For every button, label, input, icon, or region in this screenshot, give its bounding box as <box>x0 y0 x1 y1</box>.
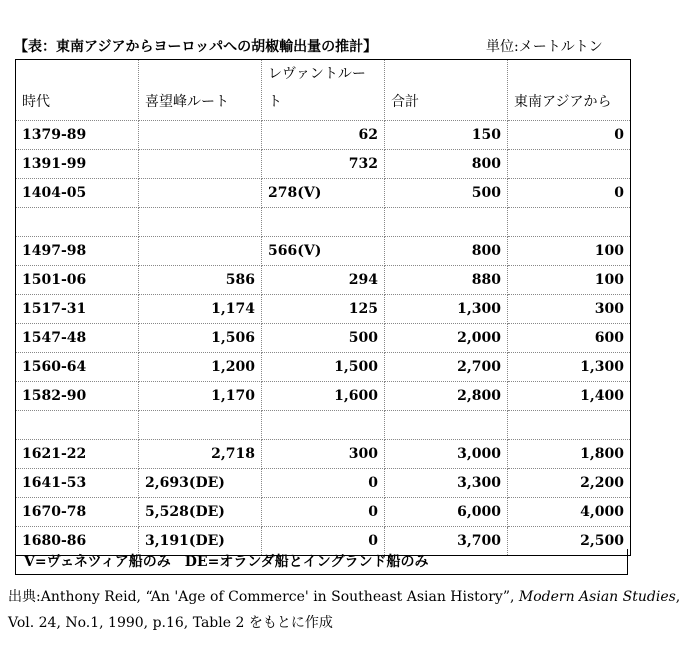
source-suffix: , Vol. 24, No.1, 1990, p.16, Table 2 をもとに作成 <box>8 589 681 631</box>
cell-levant-route: 125 <box>262 295 385 324</box>
cell-levant-route: 1,500 <box>262 353 385 382</box>
cell-levant-route: 1,600 <box>262 382 385 411</box>
cell-total: 3,700 <box>385 527 508 556</box>
source-citation <box>8 584 688 636</box>
table-row <box>16 179 631 208</box>
cell-cape-route <box>139 208 262 237</box>
cell-from-southeast-asia: 1,800 <box>508 440 631 469</box>
header-from-southeast-asia: 東南アジアから <box>508 60 631 121</box>
cell-total: 3,000 <box>385 440 508 469</box>
header-period: 時代 <box>16 60 139 121</box>
table-footnote: V=ヴェネツィア船のみ DE=オランダ船とイングランド船のみ <box>15 549 628 575</box>
cell-from-southeast-asia: 2,200 <box>508 469 631 498</box>
cell-period: 1517-31 <box>16 295 139 324</box>
cell-cape-route <box>139 179 262 208</box>
table-title: 【表：東南アジアからヨーロッパへの胡椒輸出量の推計】 <box>14 39 378 55</box>
cell-total: 2,800 <box>385 382 508 411</box>
cell-total: 2,000 <box>385 324 508 353</box>
cell-period: 1379-89 <box>16 121 139 150</box>
cell-from-southeast-asia <box>508 150 631 179</box>
cell-from-southeast-asia: 600 <box>508 324 631 353</box>
cell-levant-route: 0 <box>262 469 385 498</box>
table-row <box>16 353 631 382</box>
cell-total <box>385 411 508 440</box>
cell-levant-route: 0 <box>262 527 385 556</box>
table-row <box>16 411 631 440</box>
cell-total: 2,700 <box>385 353 508 382</box>
cell-from-southeast-asia: 300 <box>508 295 631 324</box>
table-row <box>16 440 631 469</box>
cell-total: 800 <box>385 150 508 179</box>
unit-label: 単位:メートルトン <box>486 39 603 55</box>
cell-cape-route: 1,170 <box>139 382 262 411</box>
cell-cape-route <box>139 121 262 150</box>
cell-cape-route: 586 <box>139 266 262 295</box>
cell-cape-route: 2,718 <box>139 440 262 469</box>
cell-levant-route <box>262 208 385 237</box>
cell-period: 1560-64 <box>16 353 139 382</box>
cell-from-southeast-asia: 2,500 <box>508 527 631 556</box>
source-prefix: 出典:Anthony Reid, “An 'Age of Commerce' in Southeast Asian History”, <box>8 589 519 605</box>
table-row <box>16 295 631 324</box>
header-total: 合計 <box>385 60 508 121</box>
pepper-export-table <box>15 59 631 556</box>
cell-levant-route: 566(V) <box>262 237 385 266</box>
cell-period: 1391-99 <box>16 150 139 179</box>
cell-from-southeast-asia: 4,000 <box>508 498 631 527</box>
cell-levant-route: 732 <box>262 150 385 179</box>
source-journal: Modern Asian Studies <box>518 589 676 605</box>
cell-period: 1621-22 <box>16 440 139 469</box>
cell-total: 1,300 <box>385 295 508 324</box>
cell-period <box>16 411 139 440</box>
cell-period: 1497-98 <box>16 237 139 266</box>
cell-total <box>385 208 508 237</box>
cell-levant-route: 278(V) <box>262 179 385 208</box>
cell-period: 1547-48 <box>16 324 139 353</box>
table-row <box>16 469 631 498</box>
cell-cape-route: 2,693(DE) <box>139 469 262 498</box>
cell-period: 1501-06 <box>16 266 139 295</box>
table-row <box>16 498 631 527</box>
table-row <box>16 324 631 353</box>
table-row <box>16 382 631 411</box>
cell-cape-route: 1,174 <box>139 295 262 324</box>
cell-total: 800 <box>385 237 508 266</box>
cell-cape-route: 1,200 <box>139 353 262 382</box>
cell-levant-route: 62 <box>262 121 385 150</box>
cell-levant-route: 294 <box>262 266 385 295</box>
cell-cape-route <box>139 411 262 440</box>
cell-levant-route: 300 <box>262 440 385 469</box>
cell-total: 880 <box>385 266 508 295</box>
cell-cape-route <box>139 237 262 266</box>
cell-from-southeast-asia: 100 <box>508 266 631 295</box>
cell-from-southeast-asia <box>508 208 631 237</box>
cell-period: 1670-78 <box>16 498 139 527</box>
cell-period: 1404-05 <box>16 179 139 208</box>
cell-cape-route <box>139 150 262 179</box>
cell-cape-route: 5,528(DE) <box>139 498 262 527</box>
cell-total: 6,000 <box>385 498 508 527</box>
header-levant-route: レヴァントルート <box>262 60 385 121</box>
cell-period: 1641-53 <box>16 469 139 498</box>
cell-total: 150 <box>385 121 508 150</box>
cell-from-southeast-asia: 100 <box>508 237 631 266</box>
cell-period <box>16 208 139 237</box>
header-cape-route: 喜望峰ルート <box>139 60 262 121</box>
cell-cape-route: 3,191(DE) <box>139 527 262 556</box>
header-row <box>16 60 631 121</box>
cell-levant-route <box>262 411 385 440</box>
cell-levant-route: 0 <box>262 498 385 527</box>
table-row <box>16 266 631 295</box>
cell-period: 1680-86 <box>16 527 139 556</box>
table-row <box>16 237 631 266</box>
cell-levant-route: 500 <box>262 324 385 353</box>
cell-total: 500 <box>385 179 508 208</box>
table-row <box>16 208 631 237</box>
cell-from-southeast-asia: 1,400 <box>508 382 631 411</box>
cell-from-southeast-asia: 0 <box>508 121 631 150</box>
cell-from-southeast-asia: 0 <box>508 179 631 208</box>
table-row <box>16 150 631 179</box>
cell-from-southeast-asia <box>508 411 631 440</box>
cell-period: 1582-90 <box>16 382 139 411</box>
cell-total: 3,300 <box>385 469 508 498</box>
cell-cape-route: 1,506 <box>139 324 262 353</box>
cell-from-southeast-asia: 1,300 <box>508 353 631 382</box>
table-row <box>16 121 631 150</box>
